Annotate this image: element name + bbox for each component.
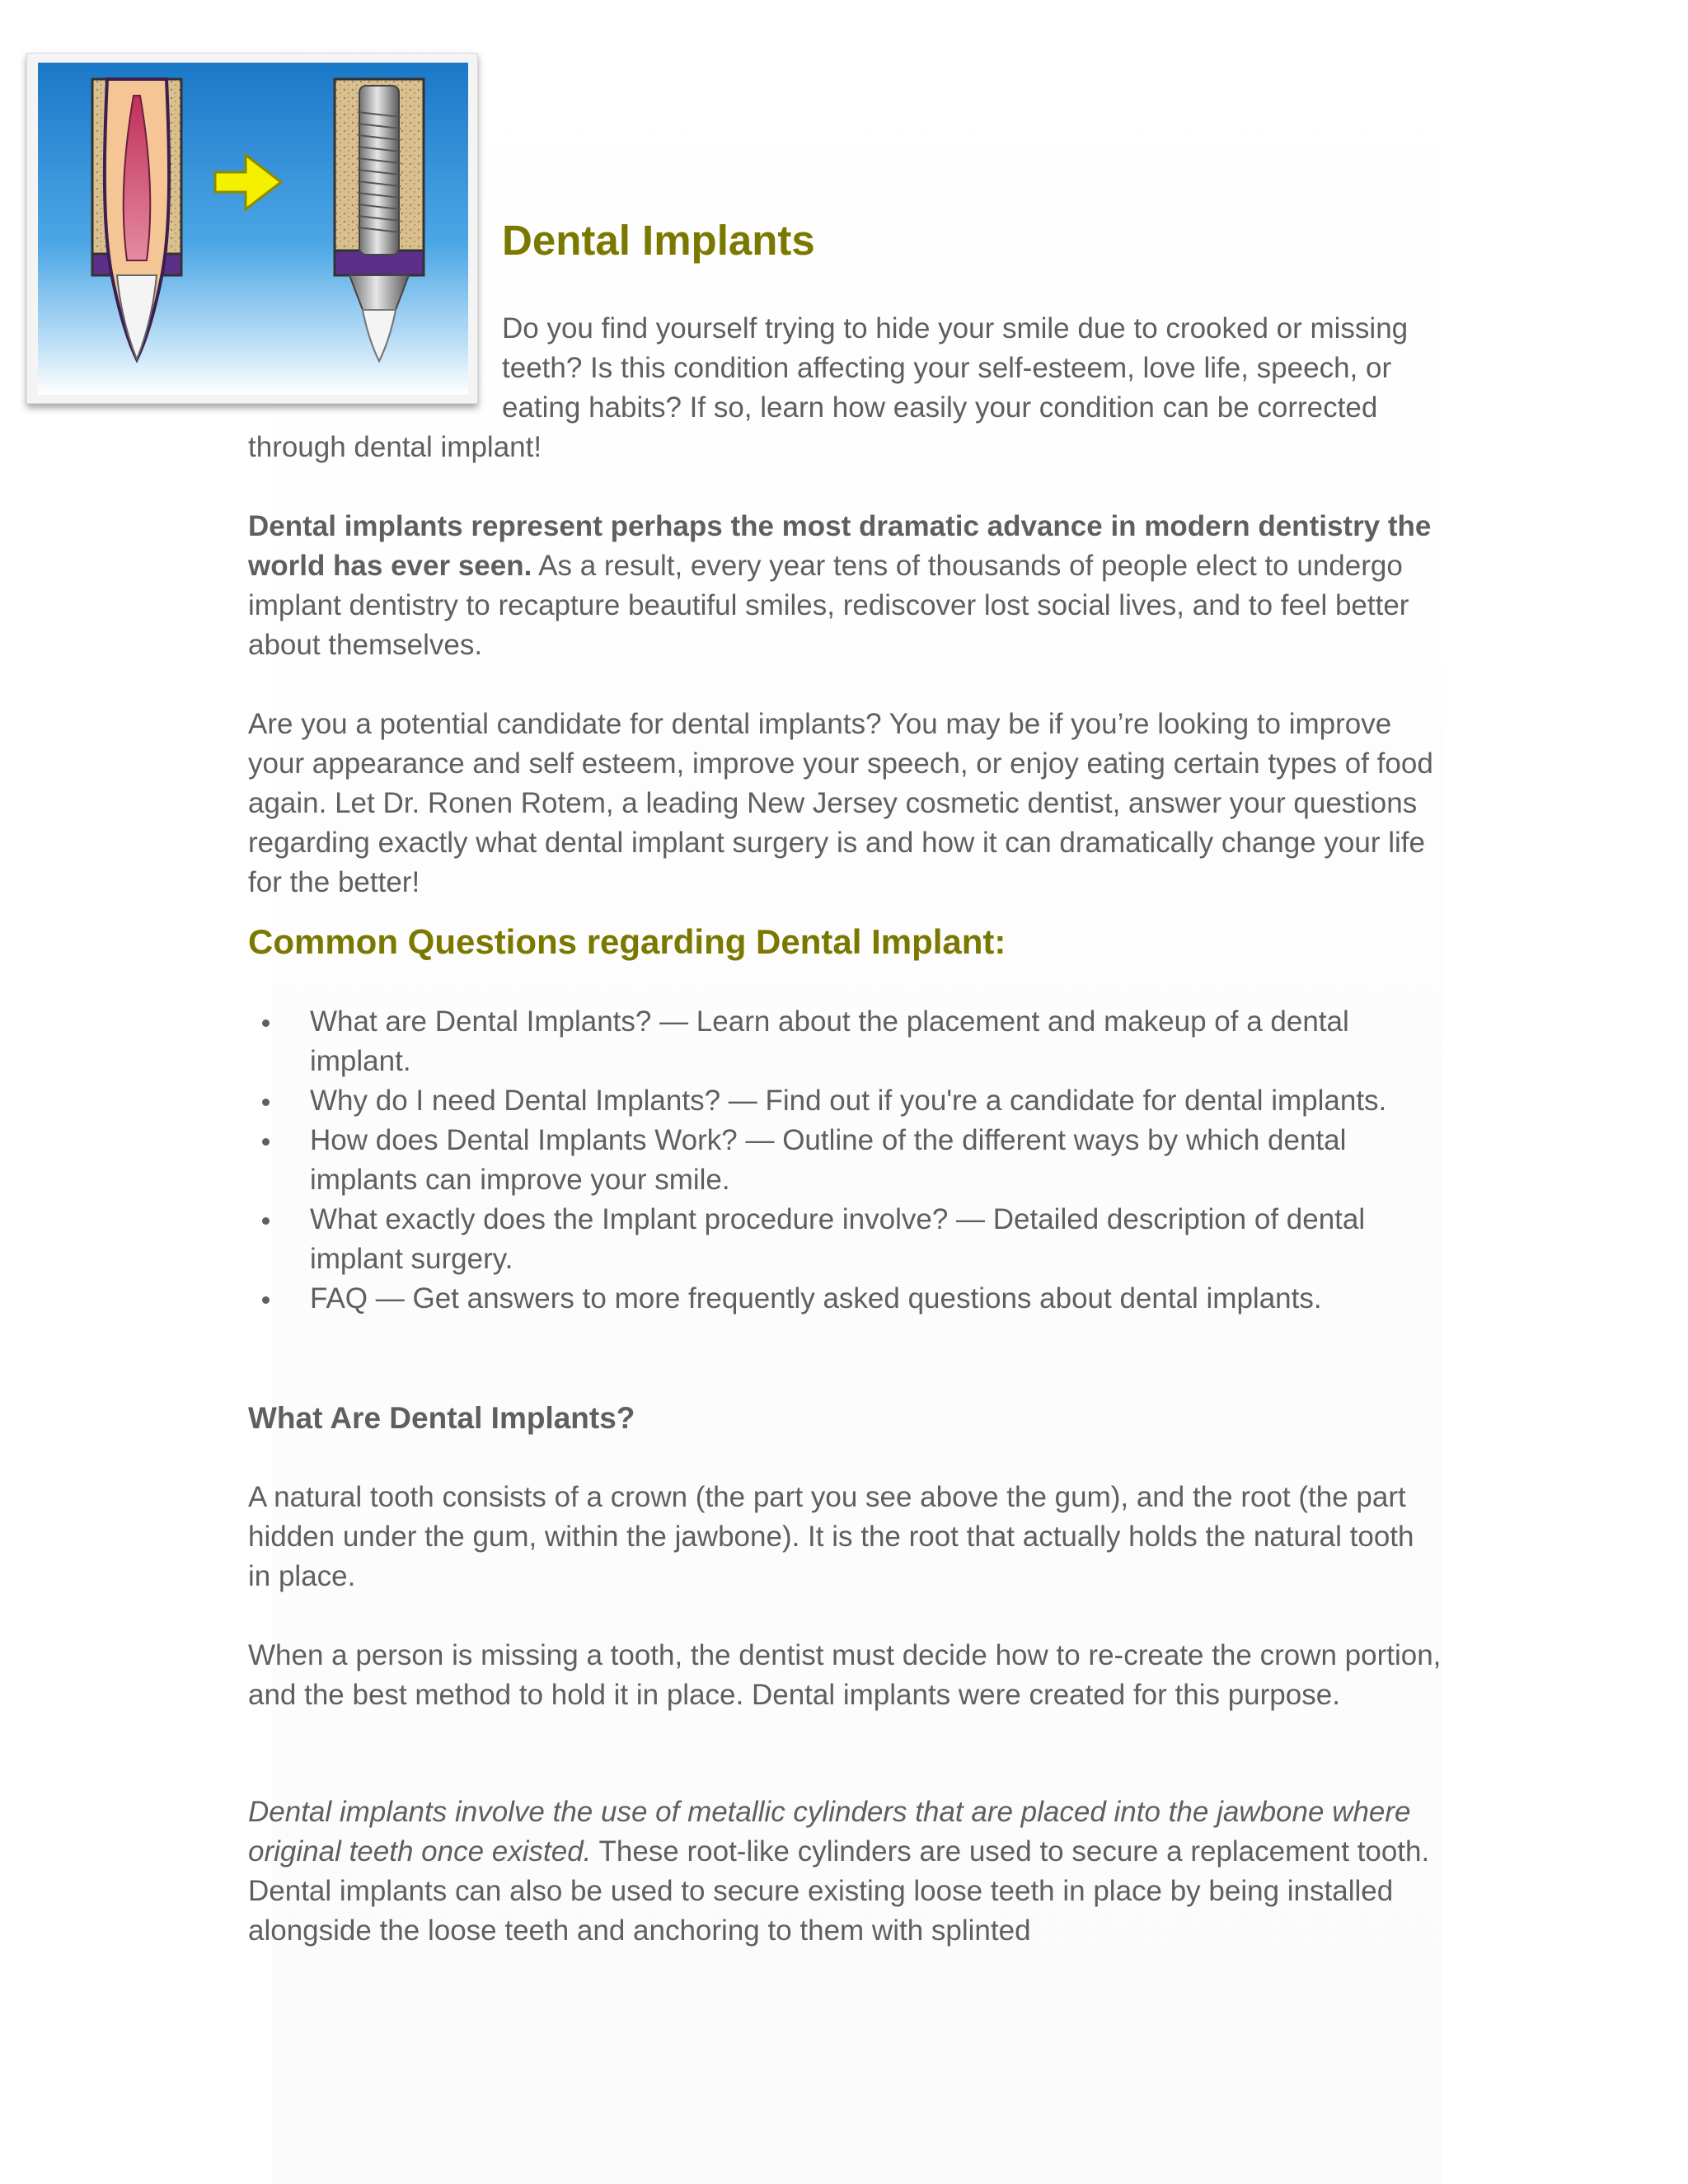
what-are-implants-heading: What Are Dental Implants? bbox=[248, 1401, 635, 1435]
advance-paragraph bbox=[248, 507, 1443, 665]
metallic-cylinders-paragraph bbox=[248, 1793, 1443, 1951]
cylinders-italic-text: Dental implants involve the use of metallic cylinders that are placed into the jawbone where original teeth once existed. bbox=[248, 1796, 1411, 1868]
intro-paragraph bbox=[248, 309, 1443, 467]
question-item[interactable]: FAQ — Get answers to more frequently asked questions about dental implants. bbox=[248, 1279, 1443, 1319]
natural-tooth-paragraph: A natural tooth consists of a crown (the part you see above the gum), and the root (the part hidden under the gum, within the jawbone). It is the root that actually holds the natural tooth in place. bbox=[248, 1481, 1414, 1592]
question-item[interactable]: Why do I need Dental Implants? — Find out if you're a candidate for dental implants. bbox=[248, 1081, 1443, 1121]
advance-text: As a result, every year tens of thousands of people elect to undergo implant dentistry to recapture beautiful smiles, rediscover lost social lives, and to feel better about themselves. bbox=[248, 550, 1409, 661]
intro-text: Do you find yourself trying to hide your smile due to crooked or missing teeth? Is this condition affecting your self-esteem, love life, speech, or eating habits? If so, learn how easily your condition can be corrected through dental implant! bbox=[248, 312, 1409, 463]
figure-wrap-spacer bbox=[248, 309, 502, 428]
candidate-paragraph: Are you a potential candidate for dental implants? You may be if you’re looking to improve your appearance and self esteem, improve your speech, or enjoy eating certain types of food again. Let Dr. Ronen Rotem, a leading New Jersey cosmetic dentist, answer your questions regarding exactly what dental implant surgery is and how it can dramatically change your life for the better! bbox=[248, 708, 1433, 898]
advance-bold-text: Dental implants represent perhaps the most dramatic advance in modern dentistry the world has ever seen. bbox=[248, 510, 1432, 582]
question-item[interactable]: What are Dental Implants? — Learn about the placement and makeup of a dental implant. bbox=[248, 1002, 1443, 1081]
common-questions-heading: Common Questions regarding Dental Implant: bbox=[248, 922, 1006, 961]
question-item[interactable]: What exactly does the Implant procedure involve? — Detailed description of dental implant surgery. bbox=[248, 1200, 1443, 1279]
question-item[interactable]: How does Dental Implants Work? — Outline of the different ways by which dental implants can improve your smile. bbox=[248, 1121, 1443, 1200]
questions-list bbox=[248, 1002, 1443, 1319]
cylinders-text: These root-like cylinders are used to secure a replacement tooth. Dental implants can also be used to secure existing loose teeth in place by being installed alongside the loose teeth and anchoring to them with splinted bbox=[248, 1835, 1430, 1947]
page-title: Dental Implants bbox=[502, 217, 815, 264]
missing-tooth-paragraph: When a person is missing a tooth, the dentist must decide how to re-create the crown portion, and the best method to hold it in place. Dental implants were created for this purpose. bbox=[248, 1639, 1442, 1711]
